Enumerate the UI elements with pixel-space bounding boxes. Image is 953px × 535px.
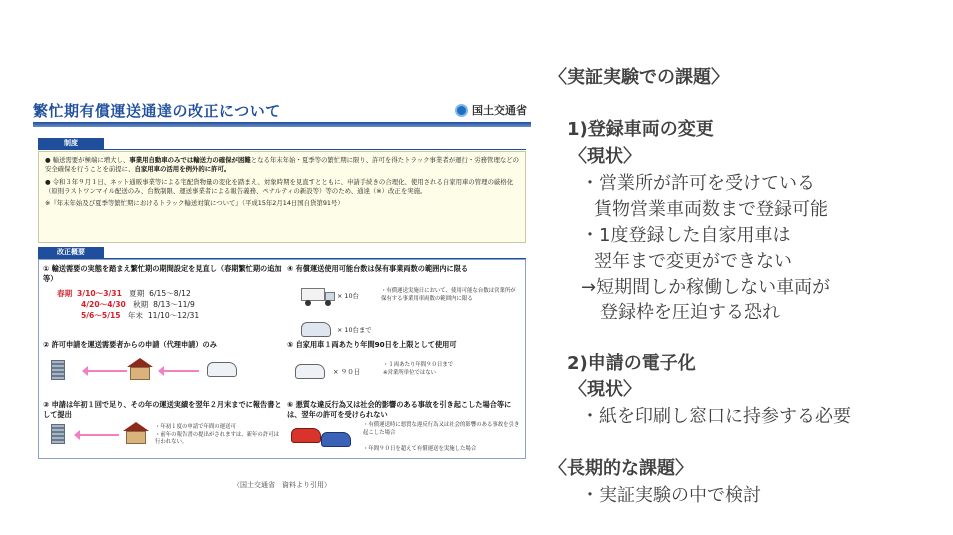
- note-line-4: ・紙を印刷し窓口に持参する必要: [581, 406, 851, 427]
- note-line-3a: →短期間しか稼働しない車両が: [581, 277, 831, 298]
- trucks-count: × 10台: [337, 292, 359, 300]
- item6-note-1: ・有償運送時に悪質な違反行為又は社会的影響のある事故を引き起こした場合: [363, 422, 520, 436]
- season-table: 春期 3/10～3/31 夏期 6/15～8/12 4/20～4/30 秋期 8/13～11/9 5/6～5/15 年末 11/10～12/31: [57, 289, 200, 320]
- section-divider: [38, 149, 526, 150]
- arrow-left-icon: [79, 434, 119, 436]
- section-label-seido: 制度: [38, 138, 104, 149]
- kaisei-item-3: ③ 申請は年初１回で足り、その年の運送実績を翌年２月末までに報告書として提出: [43, 400, 282, 419]
- note-line-1a: ・営業所が許可を受けている: [581, 173, 815, 194]
- slide-title: 繁忙期有償運送通達の改正について: [33, 102, 281, 120]
- house-icon: [123, 422, 149, 444]
- status-label-2: 〈現状〉: [569, 379, 641, 400]
- item6-note-2: ・年間９０日を超えて有償運送を実施した場合: [363, 446, 477, 452]
- building-icon: [51, 424, 65, 444]
- house-icon: [127, 358, 153, 380]
- ministry-emblem-icon: [455, 104, 468, 117]
- subheading-registration: 1)登録車両の変更: [567, 119, 714, 140]
- status-label-1: 〈現状〉: [569, 146, 641, 167]
- car-icon: [207, 362, 237, 377]
- note-line-5: ・実証実験の中で検討: [581, 485, 761, 506]
- heading-current-issues: 〈実証実験での課題〉: [549, 67, 729, 88]
- arrow-left-icon: [163, 370, 199, 372]
- title-underline: [33, 122, 531, 127]
- accident-car-icon: [321, 432, 351, 447]
- kaisei-item-5: ⑤ 自家用車１両あたり年間90日を上限として使用可: [287, 340, 457, 349]
- item4-note: ・有償運送実施日において、使用可能な台数は営業所が保有する事業用車両数の範囲内に限る: [381, 288, 516, 302]
- truck-icon: [301, 288, 335, 306]
- car-icon: [295, 364, 325, 379]
- kaisei-item-6: ⑥ 悪質な違反行為又は社会的影響のある事故を引き起こした場合等には、翌年の許可を受けられない: [287, 400, 512, 419]
- note-line-3b: 登録枠を圧迫する恐れ: [600, 302, 780, 323]
- arrow-left-icon: [87, 370, 127, 372]
- item3-note: ・年初１度の申請で年間の運送可 ・前年の報告書の提出がされますは、新年の許可は行われない。: [155, 424, 279, 446]
- seido-item-2: ● 令和３年９月１日、ネット通販事業等による宅配貨物量の変化を踏まえ、対象時期を見直すとともに、申請手続きの合理化、使用される自家用車の管理の厳格化（原則ラストワンマイル配送のみ、台数制限、運送事業者による報告義務、ペナルティの新設等）等のため、通達（※）改正を実施。: [45, 177, 514, 195]
- kaisei-box: [38, 259, 526, 459]
- note-line-2b: 翌年まで変更ができない: [594, 251, 792, 272]
- seido-item-1: ● 輸送需要が極端に増大し、事業用自動車のみでは輸送力の確保が困難となる年末年始・夏季等の繁忙期に限り、許可を得たトラック事業者が運行・労務管理などの安全確保を行うことを前提に、自家用車の活用を例外的に許可。: [45, 156, 520, 174]
- days-count: × ９０日: [333, 368, 361, 376]
- image-caption: （国土交通省 資料より引用）: [233, 481, 331, 489]
- cars-count: × 10台まで: [337, 326, 372, 334]
- accident-car-icon: [291, 428, 321, 443]
- subheading-digitalization: 2)申請の電子化: [567, 353, 696, 374]
- embedded-slide-image: [33, 92, 531, 489]
- ministry-name: 国土交通省: [472, 104, 527, 117]
- item5-note: ・１両あたり年間９０日まで ※営業所単位ではない: [383, 362, 454, 376]
- heading-long-term-issues: 〈長期的な課題〉: [549, 458, 693, 479]
- seido-note: ※『年末年始及び夏季等繁忙期におけるトラック輸送対策について』（平成15年2月14日国自貨第91号）: [45, 199, 344, 208]
- kaisei-item-4: ④ 有償運送使用可能台数は保有事業両数の範囲内に限る: [287, 264, 469, 273]
- note-line-2a: ・1度登録した自家用車は: [581, 225, 791, 246]
- car-icon: [301, 322, 331, 337]
- ministry-logo: [455, 102, 527, 118]
- note-line-1b: 貨物営業車両数まで登録可能: [594, 199, 828, 220]
- seido-box: [38, 151, 526, 243]
- kaisei-item-2: ② 許可申請を運送需要者からの申請（代理申請）のみ: [43, 340, 217, 349]
- kaisei-item-1: ① 輸送需要の実態を踏まえ繁忙期の期間設定を見直し（春期繁忙期の追加等）: [43, 264, 282, 283]
- building-icon: [51, 360, 65, 380]
- section-label-kaisei: 改正概要: [38, 247, 104, 258]
